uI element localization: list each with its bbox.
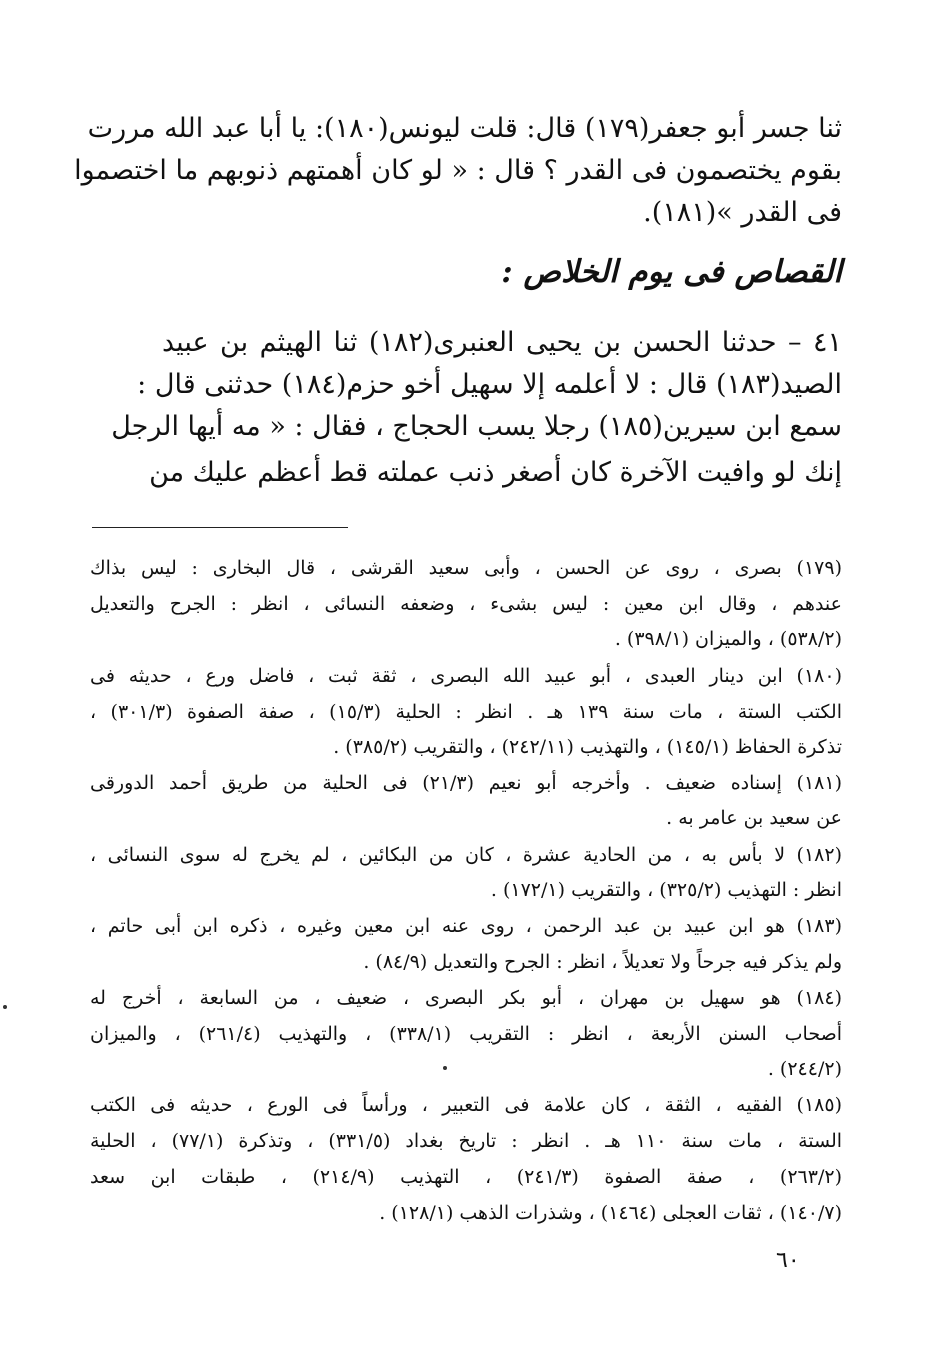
page-number: ٦٠ (776, 1248, 800, 1273)
footnote-181-line-1: (١٨١) إسناده ضعيف . وأخرجه أبو نعيم (٢١/٣) فى الحلية من طريق أحمد الدورقى (90, 772, 842, 794)
footnote-185-line-1: (١٨٥) الفقيه ، الثقة ، كان علامة فى التعبير ، ورأساً فى الورع ، حديثه فى الكتب (90, 1094, 842, 1116)
footnote-179-line-1: (١٧٩) بصرى ، روى عن الحسن ، وأبى سعيد القرشى ، قال البخارى : ليس بذاك (90, 557, 842, 579)
footnote-180-line-1: (١٨٠) ابن دينار العبدى ، أبو عبيد الله البصرى ، ثقة ثبت ، فاضل ورع ، حديثه فى (90, 665, 842, 687)
paragraph-2-line-3: سمع ابن سيرين(١٨٥) رجلا يسب الحجاج ، فقال : « مه أيها الرجل (111, 411, 842, 442)
footnote-183-line-2: ولم يذكر فيه جرحاً ولا تعديلاً ، انظر : الجرح والتعديل (٨٤/٩) . (363, 951, 842, 973)
paragraph-1-line-2: بقوم يختصمون فى القدر ؟ قال : « لو كان أهمتهم ذنوبهم ما اختصموا (74, 155, 842, 186)
footnote-185-line-3: (٢٦٣/٢) ، صفة الصفوة (٢٤١/٣) ، التهذيب (٢١٤/٩) ، طبقات ابن سعد (90, 1166, 842, 1188)
paragraph-2-line-2: الصيد(١٨٣) قال : لا أعلمه إلا سهيل أخو حزم(١٨٤) حدثنى قال : (137, 369, 842, 400)
paragraph-2-line-4: إنك لو وافيت الآخرة كان أصغر ذنب عملته قط أعظم عليك من (149, 457, 842, 488)
paragraph-1-line-1: ثنا جسر أبو جعفر(١٧٩) قال: قلت ليونس(١٨٠): يا أبا عبد الله مررت (87, 113, 842, 144)
footnote-185-line-4: (١٤٠/٧) ، ثقات العجلى (١٤٦٤) ، وشذرات الذهب (١٢٨/١) . (379, 1202, 842, 1224)
footnote-184-line-3: (٢٤٤/٢) . (767, 1058, 842, 1080)
footnote-184-line-1: (١٨٤) هو سهيل بن مهران ، أبو بكر البصرى ، ضعيف ، من السابعة ، أخرج له (90, 987, 842, 1009)
footnote-179-line-2: عندهم ، وقال ابن معين : ليس بشىء ، وضعفه النسائى ، انظر : الجرح والتعديل (90, 593, 842, 615)
footnote-181-line-2: عن سعيد بن عامر به . (666, 807, 842, 829)
footnote-183-line-1: (١٨٣) هو ابن عبيد بن عبد الرحمن ، روى عنه ابن معين وغيره ، ذكره ابن أبى حاتم ، (90, 915, 842, 937)
margin-ink-dot (3, 1005, 7, 1009)
footnote-ink-dot (443, 1066, 447, 1070)
footnote-185-line-2: الستة ، مات سنة ١١٠ هـ . انظر : تاريخ بغداد (٣٣١/٥) ، وتذكرة (٧٧/١) ، الحلية (90, 1130, 843, 1152)
footnote-180-line-2: الكتب الستة ، مات سنة ١٣٩ هـ . انظر : الحلية (١٥/٣) ، صفة الصفوة (٣٠١/٣) ، (90, 701, 842, 723)
footnote-180-line-3: تذكرة الحفاظ (١٤٥/١) ، والتهذيب (٢٤٢/١١) ، والتقريب (٣٨٥/٢) . (333, 736, 842, 758)
footnote-182-line-1: (١٨٢) لا بأس به ، من الحادية عشرة ، كان من البكائين ، لم يخرج له سوى النسائى ، (90, 844, 842, 866)
footnote-179-line-3: (٥٣٨/٢) ، والميزان (٣٩٨/١) . (614, 628, 842, 650)
paragraph-2-line-1: ٤١ – حدثنا الحسن بن يحيى العنبرى(١٨٢) ثنا الهيثم بن عبيد (162, 327, 842, 358)
footnote-separator (92, 527, 348, 528)
paragraph-1-line-3: فى القدر »(١٨١). (643, 197, 842, 228)
footnote-184-line-2: أصحاب السنن الأربعة ، انظر : التقريب (٣٣٨/١) ، والتهذيب (٢٦١/٤) ، والميزان (90, 1023, 842, 1045)
footnote-182-line-2: انظر : التهذيب (٣٢٥/٢) ، والتقريب (١٧٢/١) . (490, 879, 842, 901)
section-heading: القصاص فى يوم الخلاص : (501, 254, 842, 290)
